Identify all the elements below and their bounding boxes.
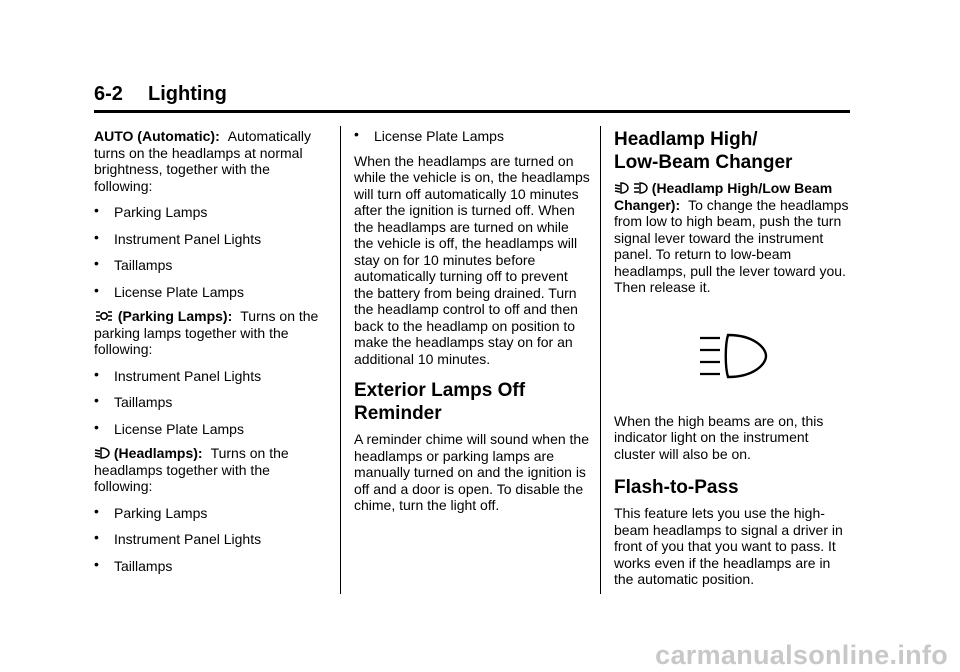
- page-header: [94, 80, 850, 113]
- column-left: [94, 128, 326, 574]
- changer-term: (Headlamp High/Low Beam Changer):: [614, 180, 833, 213]
- parking-term: (Parking Lamps):: [117, 308, 233, 324]
- list-item: • License Plate Lamps: [94, 418, 244, 437]
- indicator-figure: [614, 332, 852, 385]
- parking-text: Turns on the parking lamps together with the following:: [94, 308, 319, 357]
- flash-paragraph: This feature lets you use the high-beam headlamps to signal a driver in front of you that you want to pass. It works even if the headlamps are in the automatic position.: [614, 505, 843, 587]
- changer-paragraph: [614, 180, 852, 296]
- list-item: • License Plate Lamps: [354, 126, 504, 144]
- auto-term: AUTO (Automatic):: [94, 128, 220, 144]
- headlamps-term: (Headlamps):: [113, 445, 203, 461]
- watermark: carmanualsonline.info: [655, 640, 948, 670]
- reminder-heading: Exterior Lamps Off Reminder: [354, 380, 526, 424]
- high-beam-indicator-icon: [698, 332, 768, 380]
- auto-off-paragraph: When the headlamps are turned on while the vehicle is on, the headlamps will turn off automatically 10 minutes after the ignition is turned off. When the headlamps are turned on while the vehicle is off, the headlamps will stay on for 10 minutes before automatically turning off to prevent the battery from being drained. Turn the headlamp control to off and then back to the headlamp on position to make the headlamps stay on for an additional 10 minutes.: [354, 152, 590, 367]
- auto-text: Automatically turns on the headlamps at normal brightness, together with the following:: [94, 128, 311, 194]
- list-item: • Taillamps: [94, 255, 173, 273]
- list-item: • Parking Lamps: [94, 502, 208, 521]
- list-item: • Instrument Panel Lights: [94, 529, 262, 547]
- list-item: • Taillamps: [94, 555, 173, 574]
- auto-paragraph: [94, 128, 326, 194]
- list-item: • Taillamps: [94, 392, 173, 410]
- list-item: • Parking Lamps: [94, 202, 208, 220]
- headlamps-text: Turns on the headlamps together with the following:: [94, 445, 289, 494]
- low-beam-icon: [614, 181, 629, 195]
- section-number: 6-2: [94, 83, 123, 105]
- reminder-paragraph: A reminder chime will sound when the headlamps or parking lamps are manually turned on and the ignition is off and a door is open. To disable the chime, turn the light off.: [354, 431, 590, 513]
- list-item: • Instrument Panel Lights: [94, 365, 262, 384]
- parking-lamps-icon: [94, 309, 114, 323]
- section-title: Lighting: [148, 83, 227, 105]
- changer-heading: Headlamp High/ Low-Beam Changer: [614, 129, 793, 173]
- list-item: • License Plate Lamps: [94, 281, 244, 300]
- column-divider: [600, 126, 601, 594]
- indicator-paragraph: When the high beams are on, this indicator light on the instrument cluster will also be on.: [614, 412, 824, 462]
- headlamps-icon: [94, 446, 110, 460]
- column-middle: [354, 128, 590, 514]
- parking-paragraph: [94, 308, 326, 358]
- flash-heading: Flash-to-Pass: [614, 477, 739, 498]
- column-right: [614, 128, 852, 588]
- column-divider: [340, 126, 341, 594]
- list-item: • Instrument Panel Lights: [94, 228, 262, 247]
- changer-text: To change the headlamps from low to high beam, push the turn signal lever toward the instrument panel. To return to low-beam headlamps, pull the lever toward you. Then release it.: [614, 196, 849, 295]
- headlamps-paragraph: [94, 445, 326, 495]
- high-beam-icon: [633, 181, 648, 195]
